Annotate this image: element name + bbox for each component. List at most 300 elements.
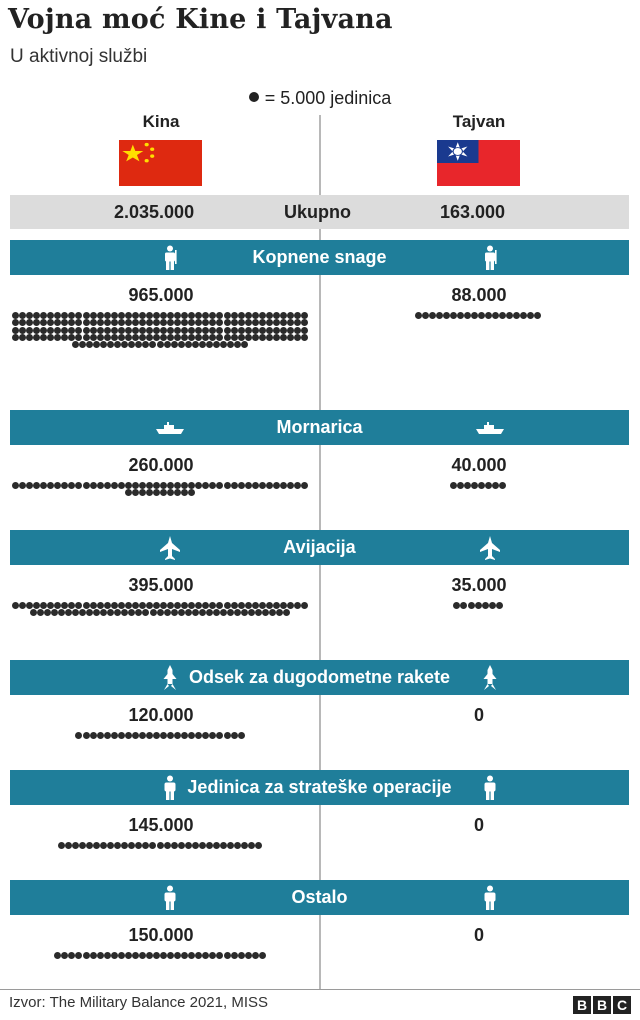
- total-left-value: 2.035.000: [114, 202, 195, 222]
- dot-mark-left: [83, 602, 90, 609]
- dot-mark-left: [114, 842, 121, 849]
- dot-mark-left: [146, 334, 153, 341]
- total-bar: [10, 195, 629, 229]
- category-label: Avijacija: [283, 537, 356, 557]
- dot-mark-left: [132, 602, 139, 609]
- category-label: Jedinica za strateške operacije: [187, 777, 452, 797]
- dot-mark-left: [157, 842, 164, 849]
- dot-mark-left: [259, 602, 266, 609]
- dot-mark-left: [294, 327, 301, 334]
- dot-mark-left: [30, 609, 37, 616]
- dot-mark-left: [231, 602, 238, 609]
- dot-mark-left: [100, 609, 107, 616]
- dot-mark-left: [33, 602, 40, 609]
- dot-mark-left: [19, 602, 26, 609]
- dot-mark-left: [19, 334, 26, 341]
- dot-mark-left: [12, 319, 19, 326]
- dot-mark-left: [139, 952, 146, 959]
- dot-mark-left: [104, 602, 111, 609]
- dot-mark-left: [121, 341, 128, 348]
- dot-mark-right: [527, 312, 534, 319]
- dot-mark-left: [216, 482, 223, 489]
- dot-mark-left: [160, 482, 167, 489]
- dot-mark-left: [188, 327, 195, 334]
- dot-mark-left: [68, 319, 75, 326]
- dot-mark-left: [58, 609, 65, 616]
- dot-mark-right: [415, 312, 422, 319]
- dot-mark-left: [100, 842, 107, 849]
- dot-mark-left: [224, 952, 231, 959]
- dot-mark-left: [276, 609, 283, 616]
- legend-dot-icon: [249, 92, 259, 102]
- dot-mark-left: [216, 602, 223, 609]
- dot-mark-left: [146, 319, 153, 326]
- dot-mark-left: [213, 609, 220, 616]
- dot-mark-left: [104, 312, 111, 319]
- dot-mark-right: [485, 312, 492, 319]
- dot-mark-left: [216, 952, 223, 959]
- value-label-right: 40.000: [451, 455, 507, 475]
- dot-mark-left: [75, 319, 82, 326]
- dot-mark-left: [209, 327, 216, 334]
- dot-mark-left: [224, 327, 231, 334]
- dot-mark-left: [12, 327, 19, 334]
- dot-mark-left: [164, 341, 171, 348]
- dot-mark-left: [216, 319, 223, 326]
- dot-mark-left: [273, 327, 280, 334]
- dot-mark-left: [97, 732, 104, 739]
- dot-mark-left: [181, 312, 188, 319]
- dot-mark-left: [79, 842, 86, 849]
- dot-mark-left: [93, 842, 100, 849]
- dot-mark-left: [68, 602, 75, 609]
- dot-mark-left: [238, 482, 245, 489]
- category-band: [10, 660, 629, 695]
- dot-mark-left: [238, 334, 245, 341]
- dot-mark-left: [26, 327, 33, 334]
- dot-mark-left: [224, 334, 231, 341]
- value-label-left: 150.000: [128, 925, 194, 945]
- dot-mark-left: [114, 609, 121, 616]
- dot-mark-left: [178, 842, 185, 849]
- dot-mark-left: [266, 602, 273, 609]
- dot-mark-left: [209, 312, 216, 319]
- dot-mark-left: [266, 319, 273, 326]
- dot-mark-left: [47, 602, 54, 609]
- dot-mark-left: [294, 602, 301, 609]
- dot-mark-left: [287, 312, 294, 319]
- dot-mark-left: [139, 489, 146, 496]
- dot-mark-left: [153, 312, 160, 319]
- dot-mark-left: [231, 312, 238, 319]
- dot-mark-left: [241, 341, 248, 348]
- value-label-left: 395.000: [128, 575, 194, 595]
- dot-mark-left: [301, 312, 308, 319]
- value-label-left: 120.000: [128, 705, 194, 725]
- bbc-logo-c: C: [613, 996, 631, 1014]
- dot-mark-left: [167, 319, 174, 326]
- dot-mark-left: [90, 327, 97, 334]
- dot-mark-left: [111, 482, 118, 489]
- value-label-left: 145.000: [128, 815, 194, 835]
- dot-mark-left: [68, 312, 75, 319]
- dot-mark-right: [443, 312, 450, 319]
- dot-mark-right: [492, 312, 499, 319]
- jet-icon: [153, 530, 187, 565]
- dot-mark-left: [125, 319, 132, 326]
- dot-mark-left: [266, 482, 273, 489]
- dot-mark-left: [139, 732, 146, 739]
- dot-mark-left: [224, 482, 231, 489]
- dot-mark-left: [174, 489, 181, 496]
- dot-mark-right: [496, 602, 503, 609]
- dot-mark-left: [206, 609, 213, 616]
- dot-mark-left: [188, 602, 195, 609]
- dot-mark-left: [294, 334, 301, 341]
- dot-mark-left: [231, 327, 238, 334]
- dot-mark-left: [287, 319, 294, 326]
- dot-mark-left: [37, 609, 44, 616]
- dot-mark-left: [104, 334, 111, 341]
- dot-mark-left: [75, 732, 82, 739]
- dot-mark-left: [135, 609, 142, 616]
- dot-mark-right: [457, 312, 464, 319]
- dot-mark-left: [97, 312, 104, 319]
- dot-mark-left: [83, 312, 90, 319]
- dot-mark-left: [171, 842, 178, 849]
- dot-mark-left: [160, 732, 167, 739]
- dot-mark-left: [40, 319, 47, 326]
- dot-mark-left: [146, 312, 153, 319]
- dot-mark-left: [188, 952, 195, 959]
- dot-mark-left: [195, 732, 202, 739]
- dot-mark-left: [146, 732, 153, 739]
- dot-mark-left: [153, 602, 160, 609]
- dot-mark-left: [280, 327, 287, 334]
- dot-mark-left: [195, 334, 202, 341]
- dot-mark-left: [107, 341, 114, 348]
- dot-mark-left: [181, 482, 188, 489]
- dot-mark-left: [47, 327, 54, 334]
- dot-mark-left: [248, 842, 255, 849]
- dot-mark-left: [54, 952, 61, 959]
- dot-mark-left: [238, 732, 245, 739]
- dot-mark-right: [520, 312, 527, 319]
- dot-mark-left: [224, 319, 231, 326]
- dot-mark-left: [90, 334, 97, 341]
- dot-mark-left: [72, 609, 79, 616]
- dot-mark-right: [492, 482, 499, 489]
- value-label-right: 0: [473, 705, 484, 725]
- value-label-right: 88.000: [451, 285, 507, 305]
- dot-mark-left: [266, 327, 273, 334]
- dot-mark-left: [40, 482, 47, 489]
- dot-mark-left: [79, 341, 86, 348]
- dot-mark-left: [107, 842, 114, 849]
- dot-mark-left: [132, 334, 139, 341]
- dot-mark-left: [209, 319, 216, 326]
- dot-mark-left: [47, 482, 54, 489]
- dot-mark-left: [146, 482, 153, 489]
- dot-mark-left: [269, 609, 276, 616]
- dot-mark-left: [199, 341, 206, 348]
- dot-mark-left: [19, 312, 26, 319]
- category-label: Odsek za dugodometne rakete: [188, 667, 451, 687]
- dot-mark-left: [213, 341, 220, 348]
- dot-mark-right: [499, 482, 506, 489]
- category-band: [10, 530, 629, 565]
- chart-title: Vojna moć Kine i Tajvana: [8, 4, 393, 35]
- dot-mark-left: [224, 602, 231, 609]
- dot-mark-right: [534, 312, 541, 319]
- dot-mark-left: [118, 334, 125, 341]
- dot-mark-left: [75, 312, 82, 319]
- dot-mark-left: [202, 319, 209, 326]
- dot-mark-left: [97, 952, 104, 959]
- dot-mark-left: [61, 334, 68, 341]
- dot-mark-left: [195, 952, 202, 959]
- dot-mark-left: [195, 482, 202, 489]
- dot-mark-left: [125, 952, 132, 959]
- dot-mark-left: [178, 609, 185, 616]
- dot-mark-left: [142, 609, 149, 616]
- person-icon: [153, 770, 187, 805]
- dot-mark-left: [111, 952, 118, 959]
- dot-mark-left: [231, 319, 238, 326]
- dot-mark-left: [209, 334, 216, 341]
- dot-mark-left: [118, 327, 125, 334]
- dot-mark-left: [132, 732, 139, 739]
- dot-mark-right: [506, 312, 513, 319]
- dot-mark-left: [174, 327, 181, 334]
- dot-mark-left: [231, 732, 238, 739]
- dot-mark-left: [132, 319, 139, 326]
- dot-mark-left: [33, 482, 40, 489]
- dot-mark-left: [209, 732, 216, 739]
- dot-mark-left: [107, 609, 114, 616]
- dot-mark-left: [83, 732, 90, 739]
- dot-mark-right: [485, 482, 492, 489]
- dot-mark-left: [160, 312, 167, 319]
- dot-mark-left: [61, 602, 68, 609]
- dot-mark-left: [252, 327, 259, 334]
- dot-mark-left: [252, 312, 259, 319]
- dot-mark-left: [26, 482, 33, 489]
- dot-mark-left: [128, 842, 135, 849]
- dot-mark-left: [188, 489, 195, 496]
- dot-mark-left: [199, 842, 206, 849]
- dot-mark-left: [65, 842, 72, 849]
- dot-mark-left: [185, 341, 192, 348]
- dot-mark-left: [26, 602, 33, 609]
- dot-mark-right: [471, 312, 478, 319]
- dot-mark-left: [90, 732, 97, 739]
- dot-mark-left: [83, 327, 90, 334]
- dot-mark-left: [273, 319, 280, 326]
- dot-mark-left: [252, 952, 259, 959]
- dot-mark-left: [146, 602, 153, 609]
- chart-subtitle: U aktivnoj službi: [10, 46, 148, 67]
- value-label-left: 965.000: [128, 285, 194, 305]
- dot-mark-left: [90, 602, 97, 609]
- dot-mark-left: [54, 312, 61, 319]
- dot-mark-left: [135, 842, 142, 849]
- dot-mark-left: [104, 327, 111, 334]
- dot-mark-left: [202, 482, 209, 489]
- dot-mark-left: [44, 609, 51, 616]
- dot-mark-right: [460, 602, 467, 609]
- dot-mark-left: [206, 842, 213, 849]
- dot-mark-left: [273, 312, 280, 319]
- dot-mark-left: [245, 334, 252, 341]
- dot-mark-left: [97, 334, 104, 341]
- dot-mark-left: [227, 341, 234, 348]
- dot-mark-left: [167, 489, 174, 496]
- dot-mark-left: [160, 952, 167, 959]
- dot-mark-left: [174, 602, 181, 609]
- dot-mark-left: [97, 319, 104, 326]
- dot-mark-left: [188, 312, 195, 319]
- dot-mark-left: [167, 602, 174, 609]
- dot-mark-left: [104, 952, 111, 959]
- soldier-icon: [153, 240, 187, 275]
- dot-mark-left: [118, 732, 125, 739]
- dot-mark-left: [90, 312, 97, 319]
- dot-mark-left: [125, 482, 132, 489]
- dot-mark-left: [188, 334, 195, 341]
- dot-mark-left: [118, 602, 125, 609]
- dot-mark-left: [259, 952, 266, 959]
- dot-mark-left: [209, 952, 216, 959]
- dot-mark-right: [436, 312, 443, 319]
- dot-mark-left: [178, 341, 185, 348]
- dot-mark-left: [227, 609, 234, 616]
- dot-mark-left: [259, 319, 266, 326]
- dot-mark-left: [104, 732, 111, 739]
- dot-mark-left: [209, 602, 216, 609]
- category-band: [10, 770, 629, 805]
- dot-mark-left: [33, 312, 40, 319]
- dot-mark-left: [121, 609, 128, 616]
- dot-mark-left: [128, 609, 135, 616]
- dot-mark-left: [12, 312, 19, 319]
- dot-mark-right: [513, 312, 520, 319]
- dot-mark-left: [40, 327, 47, 334]
- dot-mark-left: [97, 482, 104, 489]
- dot-mark-right: [475, 602, 482, 609]
- dot-mark-right: [478, 312, 485, 319]
- dot-mark-left: [47, 312, 54, 319]
- dot-mark-left: [86, 341, 93, 348]
- dot-mark-left: [199, 609, 206, 616]
- dot-mark-left: [12, 334, 19, 341]
- dot-mark-left: [174, 952, 181, 959]
- dot-mark-left: [209, 482, 216, 489]
- dot-mark-left: [68, 334, 75, 341]
- dot-mark-left: [164, 842, 171, 849]
- dot-mark-right: [464, 312, 471, 319]
- dot-mark-left: [188, 319, 195, 326]
- dot-mark-left: [111, 319, 118, 326]
- dot-mark-left: [202, 327, 209, 334]
- dot-mark-left: [19, 319, 26, 326]
- dot-mark-left: [160, 602, 167, 609]
- value-label-right: 0: [473, 925, 484, 945]
- dot-mark-left: [280, 319, 287, 326]
- dot-mark-left: [75, 602, 82, 609]
- category-label: Kopnene snage: [252, 247, 387, 267]
- soldier-icon: [473, 240, 507, 275]
- dot-mark-left: [238, 952, 245, 959]
- dot-mark-left: [83, 334, 90, 341]
- dot-mark-left: [241, 609, 248, 616]
- dot-mark-left: [294, 312, 301, 319]
- dot-mark-left: [139, 334, 146, 341]
- dot-mark-left: [83, 482, 90, 489]
- dot-mark-right: [482, 602, 489, 609]
- dot-mark-left: [238, 312, 245, 319]
- footer-divider: [0, 989, 640, 990]
- dot-mark-left: [280, 602, 287, 609]
- dot-mark-left: [188, 732, 195, 739]
- dot-mark-left: [185, 609, 192, 616]
- dot-mark-left: [245, 602, 252, 609]
- dot-mark-left: [65, 609, 72, 616]
- dot-mark-left: [142, 341, 149, 348]
- dot-mark-left: [149, 842, 156, 849]
- dot-mark-left: [262, 609, 269, 616]
- dot-mark-left: [234, 341, 241, 348]
- person-icon: [473, 880, 507, 915]
- dot-mark-left: [83, 952, 90, 959]
- dot-mark-left: [164, 609, 171, 616]
- dot-mark-left: [125, 602, 132, 609]
- dot-mark-left: [118, 482, 125, 489]
- dot-mark-left: [238, 602, 245, 609]
- dot-mark-left: [132, 482, 139, 489]
- legend-label: = 5.000 jedinica: [264, 88, 392, 108]
- dot-mark-right: [429, 312, 436, 319]
- dot-mark-left: [139, 602, 146, 609]
- dot-mark-left: [231, 952, 238, 959]
- dot-mark-left: [238, 327, 245, 334]
- dot-mark-left: [252, 602, 259, 609]
- dot-mark-left: [185, 842, 192, 849]
- dot-mark-left: [104, 319, 111, 326]
- dot-mark-left: [266, 334, 273, 341]
- dot-mark-left: [118, 319, 125, 326]
- dot-mark-left: [174, 732, 181, 739]
- dot-mark-left: [12, 482, 19, 489]
- dot-mark-left: [26, 319, 33, 326]
- dot-mark-left: [174, 319, 181, 326]
- dot-mark-left: [93, 609, 100, 616]
- dot-mark-left: [195, 319, 202, 326]
- dot-mark-left: [90, 952, 97, 959]
- dot-mark-left: [72, 341, 79, 348]
- dot-mark-left: [273, 334, 280, 341]
- dot-mark-left: [301, 482, 308, 489]
- dot-mark-left: [153, 327, 160, 334]
- dot-mark-left: [114, 341, 121, 348]
- dot-mark-left: [72, 842, 79, 849]
- dot-mark-left: [47, 319, 54, 326]
- dot-mark-left: [252, 334, 259, 341]
- dot-mark-left: [234, 609, 241, 616]
- dot-mark-right: [450, 312, 457, 319]
- dot-mark-left: [220, 341, 227, 348]
- dot-mark-left: [139, 319, 146, 326]
